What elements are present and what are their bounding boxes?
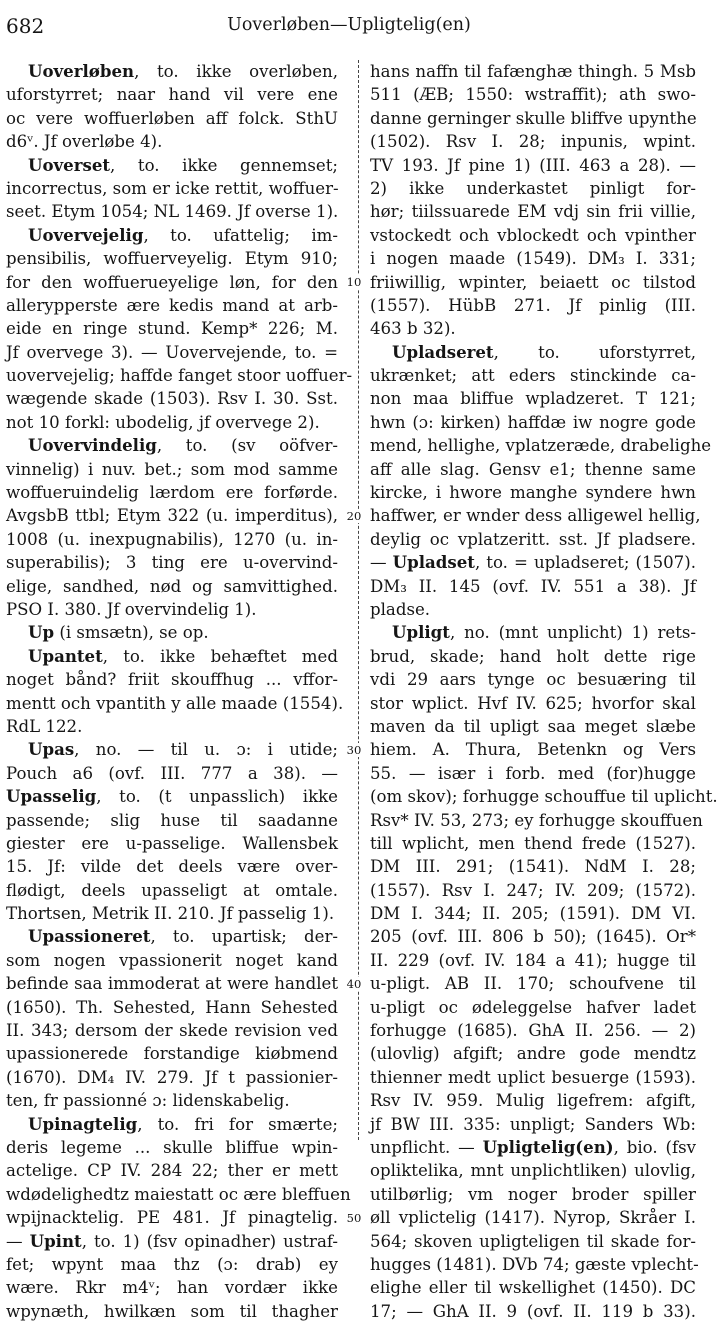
text-line: non maa bliffue wpladzeret. T 121; bbox=[370, 389, 696, 409]
line-number: 30 bbox=[339, 743, 369, 757]
text-line: aff alle slag. Gensv e1; thenne same bbox=[370, 459, 696, 479]
text-line: (ulovlig) afgift; andre gode mendtz bbox=[370, 1044, 696, 1064]
text-line: ten, fr passionné ɔ: lidenskabelig. bbox=[6, 1091, 290, 1111]
text-line: till wplicht, men thend frede (1527). bbox=[370, 833, 696, 853]
text-line: oc vere woffuerløben aff folck. SthU bbox=[6, 108, 338, 128]
text-line: — Upint, to. 1) (fsv opinadher) ustraf- bbox=[6, 1230, 338, 1251]
text-line: utilbørlig; vm noger broder spiller bbox=[370, 1184, 696, 1204]
line-number: 20 bbox=[339, 509, 369, 523]
text-line: Uoverset, to. ikke gennemset; bbox=[28, 154, 338, 175]
text-line: wpijnacktelig. PE 481. Jf pinagtelig. bbox=[6, 1208, 338, 1228]
text-line: Upinagtelig, to. fri for smærte; bbox=[28, 1113, 338, 1134]
text-line: incorrectus, som er icke rettit, woffuer- bbox=[6, 178, 339, 198]
text-line: vdi 29 aars tynge oc besuæring til bbox=[370, 670, 696, 690]
text-line: som nogen vpassionerit noget kand bbox=[6, 950, 338, 970]
text-line: mentt och vpantith y alle maade (1554). bbox=[6, 693, 344, 713]
text-line: brud, skade; hand holt dette rige bbox=[370, 646, 696, 666]
text-line: — Upladset, to. = upladseret; (1507). bbox=[370, 552, 696, 573]
text-line: PSO I. 380. Jf overvindelig 1). bbox=[6, 599, 257, 619]
text-line: hør; tiilssuarede EM vdj sin frii villie, bbox=[370, 202, 696, 222]
text-line: mend, hellighe, vplatzeræde, drabelighe bbox=[370, 436, 712, 456]
text-line: deylig oc vplatzeritt. sst. Jf pladsere. bbox=[370, 529, 696, 549]
text-line: Up (i smsætn), se op. bbox=[28, 622, 209, 643]
page-header bbox=[6, 14, 692, 40]
text-line: hans naffn til fafænghæ thingh. 5 Msb bbox=[370, 62, 696, 81]
text-line: hwn (ɔ: kirken) haffdæ iw nogre gode bbox=[370, 412, 696, 432]
text-line: wpynæth, hwilkæn som til thagher bbox=[6, 1301, 338, 1321]
headword: Upasselig bbox=[6, 786, 97, 807]
headword: Upint bbox=[29, 1230, 82, 1251]
text-line: DM₃ II. 145 (ovf. IV. 551 a 38). Jf bbox=[370, 576, 696, 596]
text-line: 55. — især i forb. med (for)hugge bbox=[370, 763, 696, 783]
text-line: u-pligt oc ødeleggelse hafver ladet bbox=[370, 997, 696, 1017]
text-line: flødigt, deels upasseligt at omtale. bbox=[6, 880, 338, 900]
text-line: noget bånd? friit skouffhug ... vffor- bbox=[6, 670, 338, 690]
text-line: for den woffuerueyelige løn, for den bbox=[6, 272, 338, 292]
text-line: unpflicht. — Upligtelig(en), bio. (fsv bbox=[370, 1136, 696, 1157]
text-line: DM III. 291; (1541). NdM I. 28; bbox=[370, 857, 696, 877]
text-line: hiem. A. Thura, Betenkn og Vers bbox=[370, 740, 696, 760]
line-number: 10 bbox=[339, 275, 369, 289]
text-line: 15. Jf: vilde det deels være over- bbox=[6, 857, 338, 877]
text-line: jf BW III. 335: unpligt; Sanders Wb: bbox=[370, 1114, 696, 1134]
left-column bbox=[6, 60, 353, 1321]
text-line: superabilis); 3 ting ere u-overvind- bbox=[6, 553, 338, 573]
text-line: (1557). Rsv I. 247; IV. 209; (1572). bbox=[370, 880, 696, 900]
text-line: Uovervindelig, to. (sv oöfver- bbox=[28, 435, 338, 456]
text-line: elighe eller til wskellighet (1450). DC bbox=[370, 1278, 696, 1298]
running-head: Uoverløben—Upligtelig(en) bbox=[227, 15, 471, 35]
text-line: Jf overvege 3). — Uovervejende, to. = bbox=[6, 342, 338, 362]
text-line: u-pligt. AB II. 170; schoufvene til bbox=[370, 974, 696, 994]
text-line: Upasselig, to. (t unpasslich) ikke bbox=[6, 786, 338, 807]
text-line: TV 193. Jf pine 1) (III. 463 a 28). — bbox=[370, 155, 696, 175]
headword: Upantet bbox=[28, 645, 103, 666]
text-line: friiwillig, wpinter, beiaett oc tilstod bbox=[370, 272, 696, 292]
text-line: II. 343; dersom der skede revision ved bbox=[6, 1021, 338, 1041]
text-line: opliktelika, mnt unplichtliken) ulovlig, bbox=[370, 1161, 696, 1181]
text-line: wægende skade (1503). Rsv I. 30. Sst. bbox=[6, 389, 338, 409]
line-number: 50 bbox=[339, 1211, 369, 1225]
text-line: elige, sandhed, nød og samvittighed. bbox=[6, 576, 338, 596]
headword: Upladseret bbox=[392, 341, 494, 362]
text-line: (1557). HübB 271. Jf pinlig (III. bbox=[370, 295, 696, 315]
text-line: uforstyrret; naar hand vil vere ene bbox=[6, 85, 338, 105]
text-line: 463 b 32). bbox=[370, 319, 456, 339]
text-line: uovervejelig; haffde fanget stoor uoffuer- bbox=[6, 366, 353, 386]
text-line: Upladseret, to. uforstyrret, bbox=[392, 341, 696, 362]
text-line: woffueruindelig lærdom ere forførde. bbox=[6, 483, 338, 503]
text-line: Upantet, to. ikke behæftet med bbox=[28, 645, 338, 666]
text-line: Rsv IV. 959. Mulig ligefrem: afgift, bbox=[370, 1091, 696, 1111]
text-line: maven da til upligt saa meget slæbe bbox=[370, 716, 696, 736]
headword: Upligt bbox=[392, 622, 450, 643]
text-line: ukrænket; att eders stinckinde ca- bbox=[370, 366, 696, 386]
text-line: haffwer, er wnder dess alligewel hellig, bbox=[370, 506, 701, 526]
text-line: passende; slig huse til saadanne bbox=[6, 810, 338, 830]
text-line: allerypperste ære kedis mand at arb- bbox=[6, 295, 338, 315]
text-line: (1650). Th. Sehested, Hann Sehested bbox=[6, 997, 338, 1017]
text-line: (1670). DM₄ IV. 279. Jf t passionier- bbox=[6, 1067, 338, 1087]
text-line: Upas, no. — til u. ɔ: i utide; bbox=[28, 739, 338, 760]
text-line: vinnelig) i nuv. bet.; som mod samme bbox=[6, 459, 338, 479]
text-line: RdL 122. bbox=[6, 716, 83, 736]
text-line: AvgsbB ttbl; Etym 322 (u. imperditus), bbox=[6, 506, 338, 526]
text-line: thienner medt uplict besuerge (1593). bbox=[370, 1067, 696, 1087]
text-line: 564; skoven upligteligen til skade for- bbox=[370, 1231, 696, 1251]
text-line: 1008 (u. inexpugnabilis), 1270 (u. in- bbox=[6, 529, 338, 549]
text-line: upassionerede forstandige kiøbmend bbox=[6, 1044, 338, 1064]
text-line: Upassioneret, to. upartisk; der- bbox=[28, 926, 338, 947]
text-line: 511 (ÆB; 1550: wstraffit); ath swo- bbox=[370, 85, 696, 105]
text-line: Uoverløben, to. ikke overløben, bbox=[28, 61, 338, 81]
text-line: 205 (ovf. III. 806 b 50); (1645). Or* bbox=[370, 927, 696, 947]
right-column bbox=[370, 60, 718, 1321]
text-line: not 10 forkl: ubodelig, jf overvege 2). bbox=[6, 412, 320, 432]
text-line: Rsv* IV. 53, 273; ey forhugge skouffuen bbox=[370, 810, 703, 830]
line-number: 40 bbox=[339, 977, 369, 991]
text-line: kircke, i hwore manghe syndere hwn bbox=[370, 483, 696, 503]
text-line: hugges (1481). DVb 74; gæste vplecht- bbox=[370, 1254, 699, 1274]
text-line: Pouch a6 (ovf. III. 777 a 38). — bbox=[6, 763, 338, 783]
text-line: pensibilis, woffuerveyelig. Etym 910; bbox=[6, 249, 338, 269]
text-line: wære. Rkr m4ᵛ; han vordær ikke bbox=[6, 1278, 338, 1298]
headword: Uovervejelig bbox=[28, 224, 144, 245]
text-line: Uovervejelig, to. ufattelig; im- bbox=[28, 224, 338, 245]
headword: Uoverløben bbox=[28, 61, 135, 81]
text-line: (om skov); forhugge schouffue til uplicht. bbox=[370, 787, 718, 807]
text-line: 17; — GhA II. 9 (ovf. II. 119 b 33). bbox=[370, 1301, 696, 1321]
text-line: 2) ikke underkastet pinligt for- bbox=[370, 178, 696, 198]
text-line: (1502). Rsv I. 28; inpunis, wpint. bbox=[370, 132, 696, 152]
text-line: pladse. bbox=[370, 599, 431, 619]
text-line: giester ere u-passelige. Wallensbek bbox=[6, 833, 338, 853]
text-line: befinde saa immoderat at were handlet bbox=[6, 974, 338, 994]
text-line: Upligt, no. (mnt unplicht) 1) rets- bbox=[392, 622, 696, 643]
text-line: øll vplictelig (1417). Nyrop, Skråer I. bbox=[370, 1208, 696, 1228]
text-line: DM I. 344; II. 205; (1591). DM VI. bbox=[370, 904, 696, 924]
headword: Upas bbox=[28, 739, 75, 760]
text-line: stor wplict. Hvf IV. 625; hvorfor skal bbox=[370, 693, 696, 713]
text-line: Thortsen, Metrik II. 210. Jf passelig 1). bbox=[6, 904, 335, 924]
text-line: seet. Etym 1054; NL 1469. Jf overse 1). bbox=[6, 202, 339, 222]
headword: Upinagtelig bbox=[28, 1113, 138, 1134]
headword: Up bbox=[28, 622, 55, 643]
text-line: i nogen maade (1549). DM₃ I. 331; bbox=[370, 249, 696, 269]
headword: Upligtelig(en) bbox=[482, 1136, 614, 1157]
headword: Uoverset bbox=[28, 154, 111, 175]
text-line: d6ᵛ. Jf overløbe 4). bbox=[6, 132, 163, 152]
headword: Upassioneret bbox=[28, 926, 151, 947]
page-number: 682 bbox=[6, 14, 45, 38]
text-line: actelige. CP IV. 284 22; ther er mett bbox=[6, 1161, 338, 1181]
text-line: forhugge (1685). GhA II. 256. — 2) bbox=[370, 1021, 696, 1041]
headword: Upladset bbox=[392, 552, 475, 573]
headword: Uovervindelig bbox=[28, 435, 157, 456]
text-line: II. 229 (ovf. IV. 184 a 41); hugge til bbox=[370, 950, 696, 970]
text-line: deris legeme ... skulle bliffue wpin- bbox=[6, 1137, 338, 1157]
text-line: danne gerninger skulle bliffve upynthe bbox=[370, 108, 697, 128]
text-line: vstockedt och vblockedt och vpinther bbox=[370, 225, 696, 245]
text-line: wdødelighedtz maiestatt oc ære bleffuen bbox=[6, 1184, 351, 1204]
text-line: eide en ringe stund. Kemp* 226; M. bbox=[6, 319, 338, 339]
text-line: fet; wpynt maa thz (ɔ: drab) ey bbox=[6, 1254, 338, 1274]
